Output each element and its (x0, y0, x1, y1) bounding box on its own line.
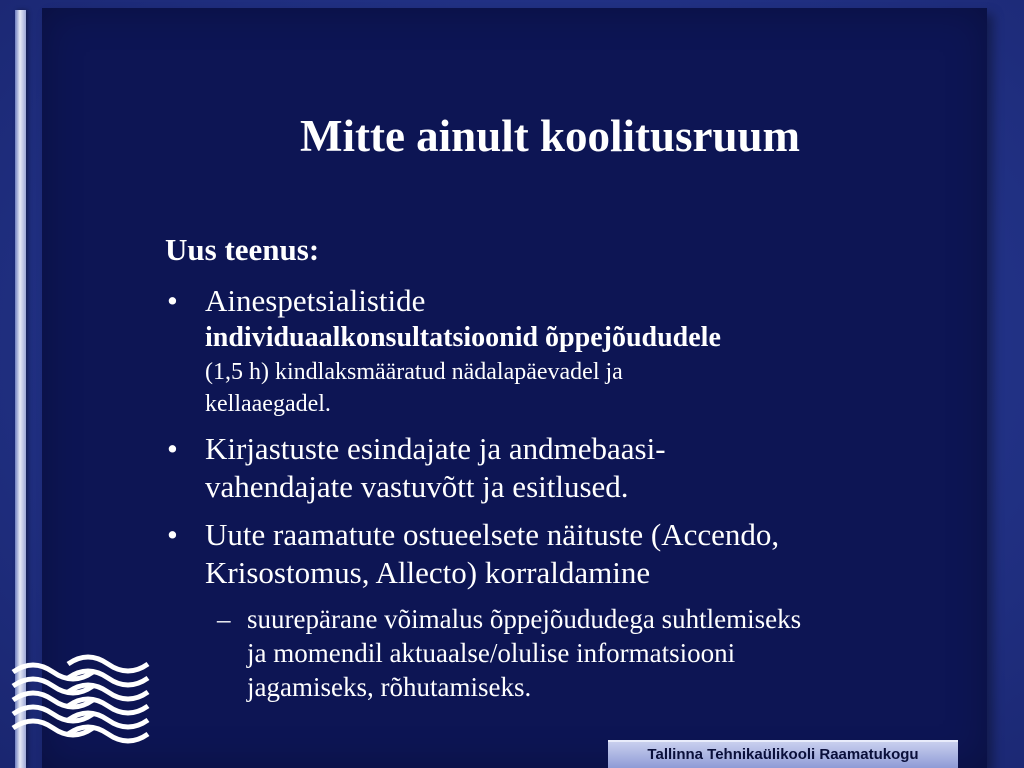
bullet-item-2 (165, 430, 965, 506)
bullet-1-line-2: individuaalkonsultatsioonid õppejõududele (205, 322, 721, 353)
slide-content (165, 228, 965, 704)
bullet-item-1 (165, 282, 965, 420)
bullet-3-line-2: Krisostomus, Allecto) korraldamine (205, 555, 651, 590)
bullet-3-line-1: Uute raamatute ostueelsete näituste (Accendo, (205, 517, 780, 552)
sub-bullet-item (165, 602, 965, 704)
bullet-dot: • (167, 517, 178, 552)
bullet-dot: • (167, 283, 178, 318)
bullet-1-line-4: kellaaegadel. (205, 391, 331, 417)
bullet-dot: • (167, 431, 178, 466)
bullet-2-line-1: Kirjastuste esindajate ja andmebaasi- (205, 431, 666, 466)
bullet-item-3 (165, 516, 965, 592)
slide-title: Mitte ainult koolitusruum (300, 111, 801, 161)
sub-bullet-line-3: jagamiseks, rõhutamiseks. (247, 672, 532, 702)
sub-bullet-line-2: ja momendil aktuaalse/olulise informatsiooni (247, 638, 736, 668)
bullet-2-line-2: vahendajate vastuvõtt ja esitlused. (205, 469, 629, 504)
bullet-1-line-1: Ainespetsialistide (205, 283, 426, 318)
sub-bullet-line-1: suurepärane võimalus õppejõududega suhtlemiseks (247, 604, 802, 634)
stacked-books-icon (8, 650, 158, 750)
footer-label: Tallinna Tehnikaülikooli Raamatukogu (608, 740, 958, 768)
bullet-1-line-3: (1,5 h) kindlaksmääratud nädalapäevadel ja (205, 359, 623, 385)
section-heading: Uus teenus: (165, 232, 320, 267)
sub-bullet-dash: – (217, 604, 231, 634)
